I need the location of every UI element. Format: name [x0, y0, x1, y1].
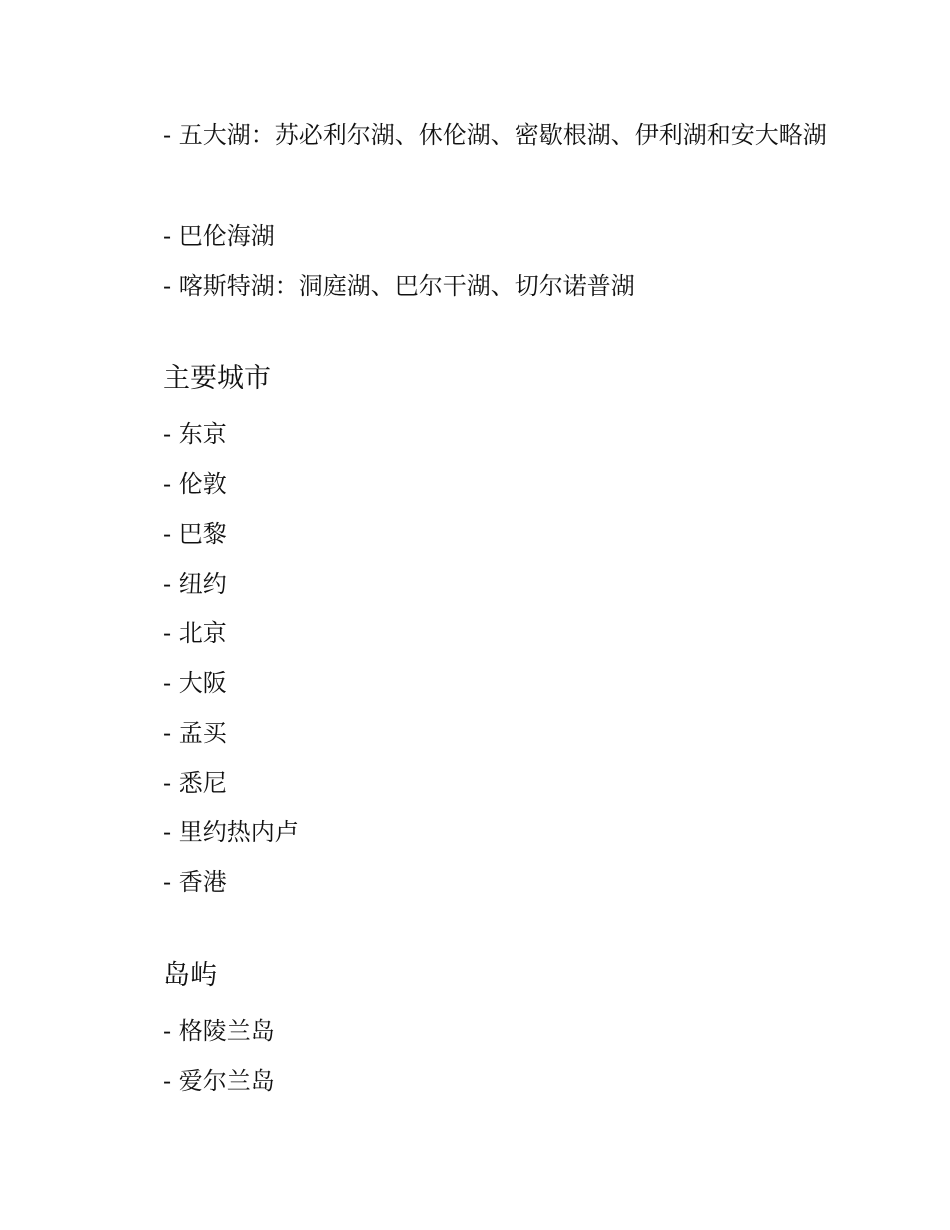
list-item: - 纽约 — [163, 570, 227, 598]
list-item: - 孟买 — [163, 719, 227, 747]
section-heading-cities: 主要城市 — [163, 363, 271, 394]
list-item: - 巴黎 — [163, 520, 227, 548]
list-item: - 格陵兰岛 — [163, 1017, 275, 1045]
list-item: - 爱尔兰岛 — [163, 1067, 275, 1095]
list-item: - 香港 — [163, 868, 227, 896]
list-item: - 喀斯特湖：洞庭湖、巴尔干湖、切尔诺普湖 — [163, 272, 635, 300]
list-item: - 北京 — [163, 619, 227, 647]
list-item: - 里约热内卢 — [163, 818, 299, 846]
list-item: - 巴伦海湖 — [163, 222, 275, 250]
list-item: - 大阪 — [163, 669, 227, 697]
list-item: - 伦敦 — [163, 470, 227, 498]
list-item-great-lakes: - 五大湖：苏必利尔湖、休伦湖、密歇根湖、伊利湖和安大略湖 — [163, 121, 827, 149]
list-item: - 悉尼 — [163, 769, 227, 797]
section-heading-islands: 岛屿 — [163, 960, 217, 991]
list-item: - 东京 — [163, 420, 227, 448]
